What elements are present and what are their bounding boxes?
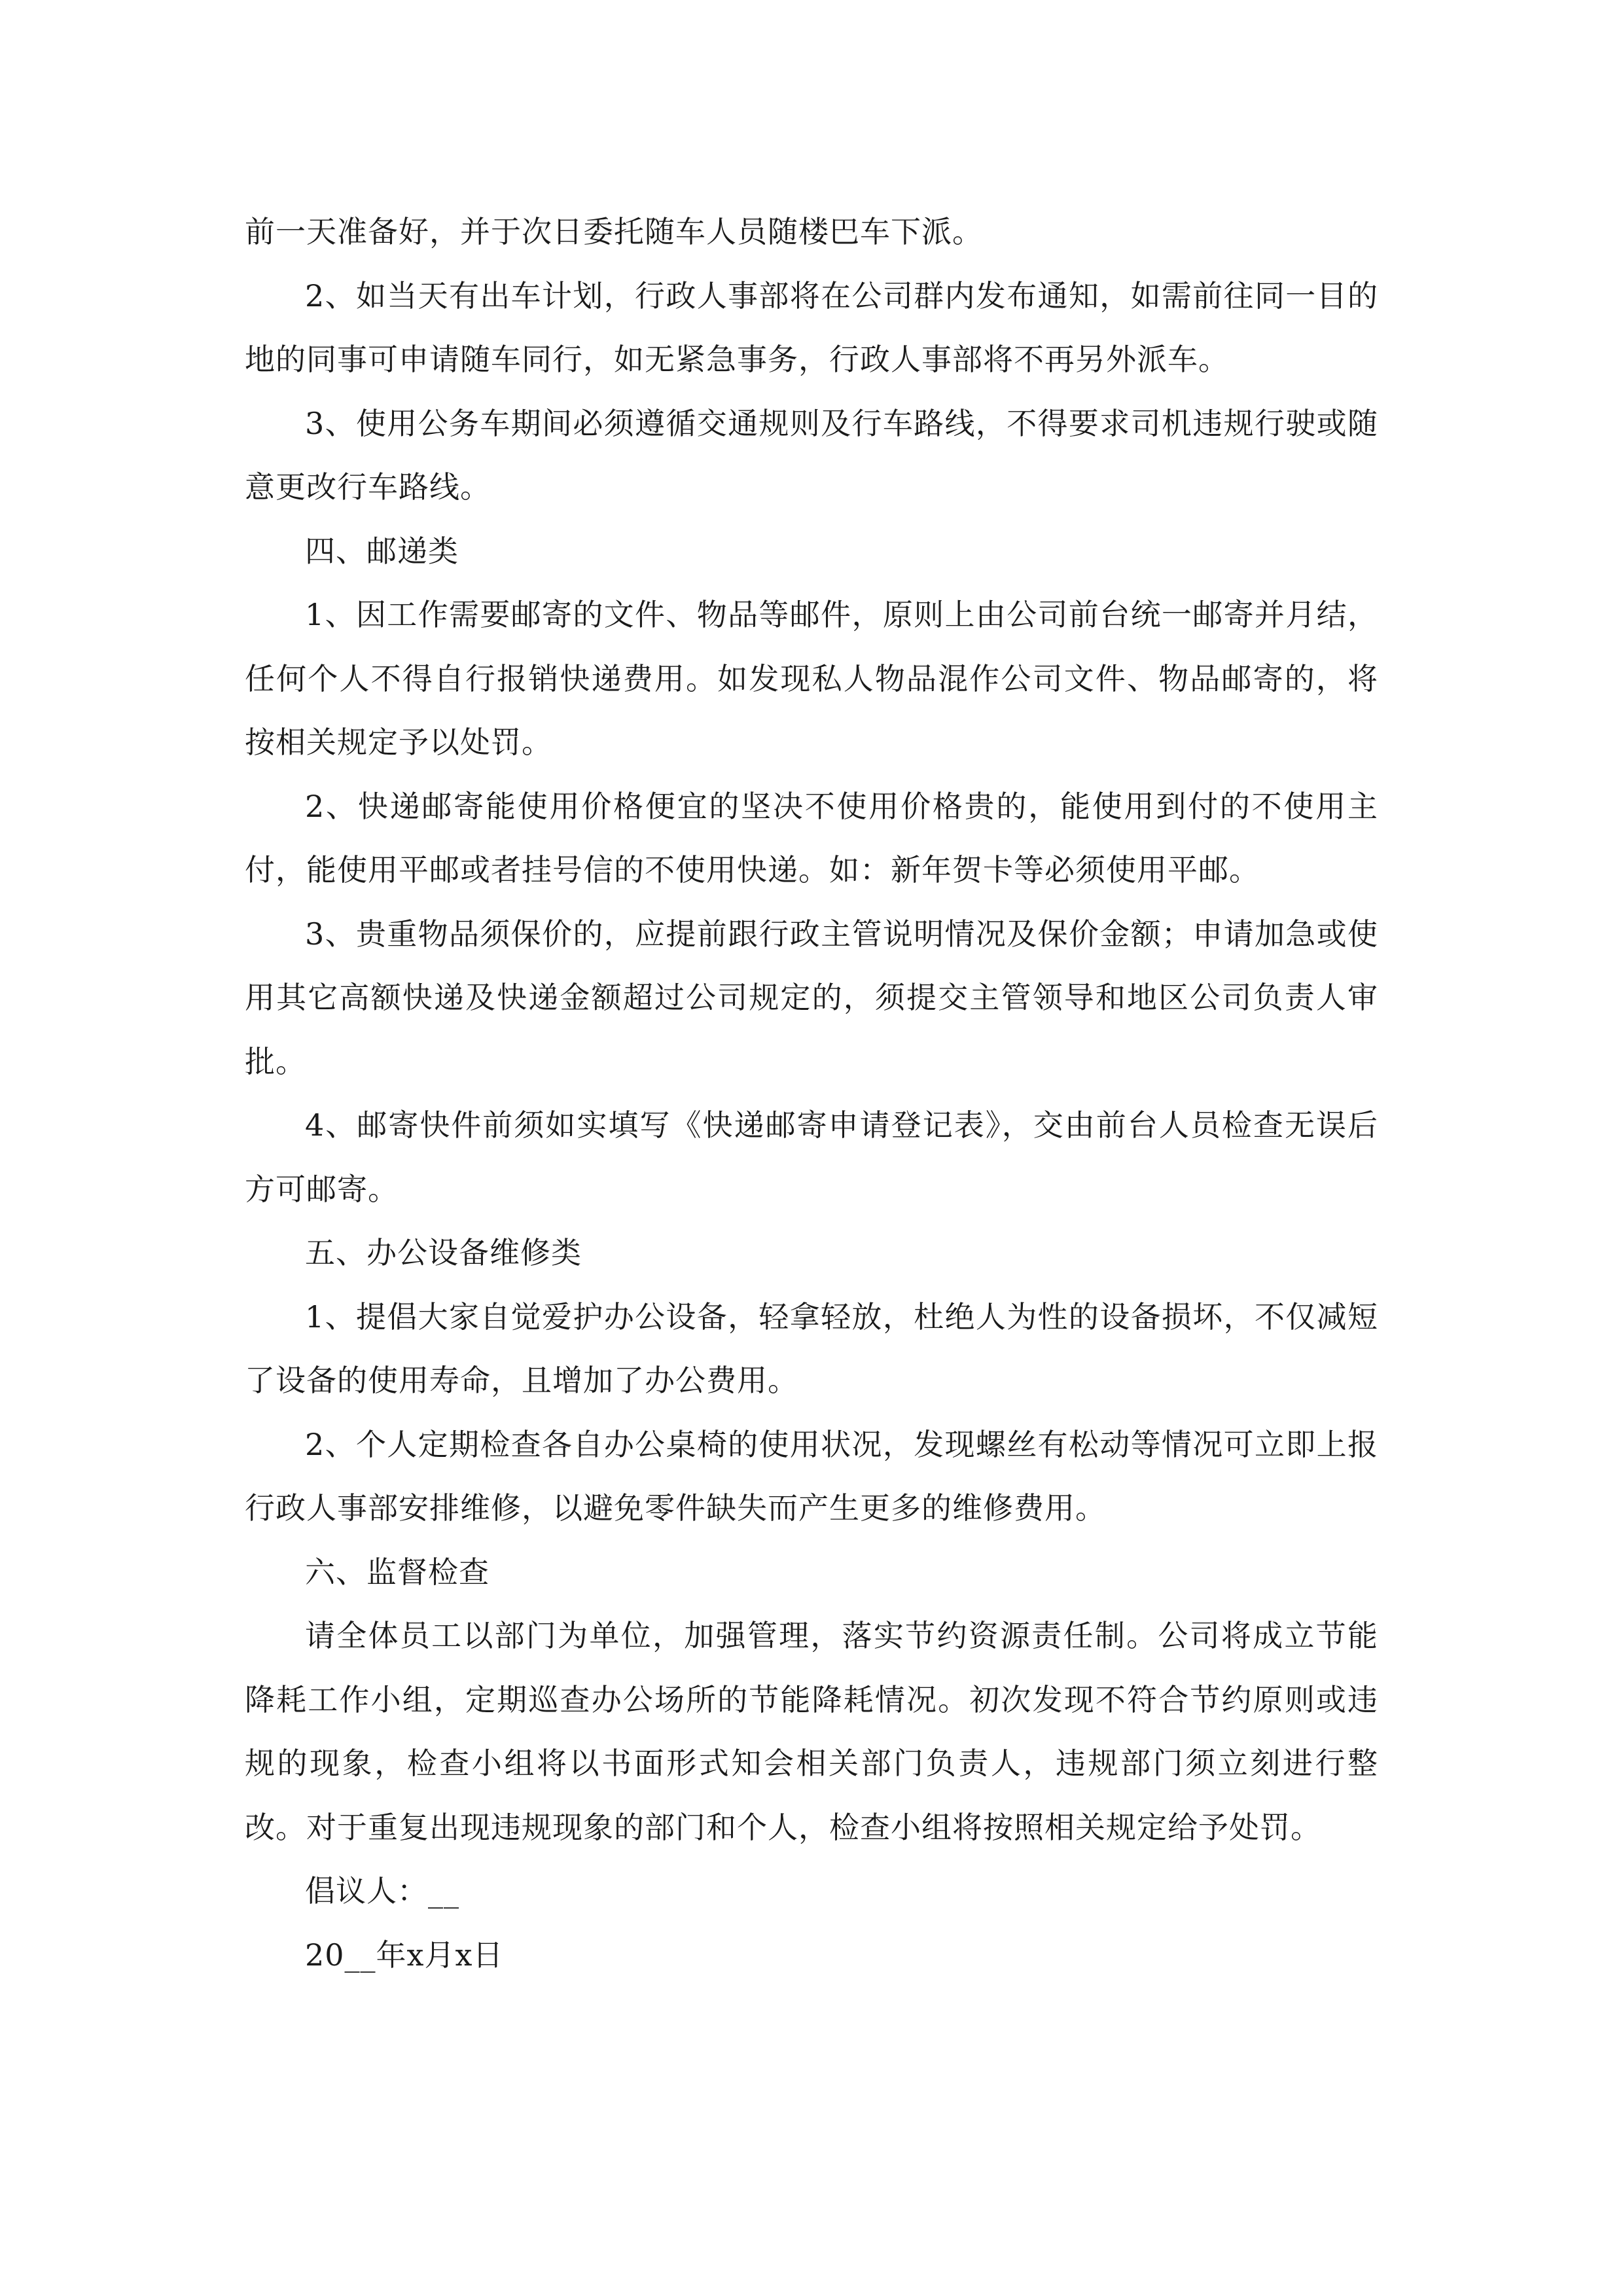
section-heading-postal: 四、邮递类 bbox=[305, 533, 459, 569]
signature-initiator: 倡议人：__ bbox=[305, 1873, 459, 1909]
paragraph-continuation: 前一天准备好，并于次日委托随车人员随楼巴车下派。 bbox=[245, 214, 983, 249]
paragraph-postal-4: 4、邮寄快件前须如实填写《快递邮寄申请登记表》，交由前台人员检查无误后方可邮寄。 bbox=[245, 1107, 1378, 1207]
paragraph-postal-2: 2、快递邮寄能使用价格便宜的坚决不使用价格贵的，能使用到付的不使用主付，能使用平邮或者挂号信的不使用快递。如：新年贺卡等必须使用平邮。 bbox=[245, 788, 1378, 888]
document-body bbox=[245, 200, 1378, 1987]
paragraph-vehicle-2: 2、如当天有出车计划，行政人事部将在公司群内发布通知，如需前往同一目的地的同事可申请随车同行，如无紧急事务，行政人事部将不再另外派车。 bbox=[245, 278, 1378, 377]
paragraph-equipment-1: 1、提倡大家自觉爱护办公设备，轻拿轻放，杜绝人为性的设备损坏，不仅减短了设备的使用寿命，且增加了办公费用。 bbox=[245, 1299, 1378, 1398]
paragraph-equipment-2: 2、个人定期检查各自办公桌椅的使用状况，发现螺丝有松动等情况可立即上报行政人事部安排维修，以避免零件缺失而产生更多的维修费用。 bbox=[245, 1426, 1378, 1526]
paragraph-postal-3: 3、贵重物品须保价的，应提前跟行政主管说明情况及保价金额；申请加急或使用其它高额快递及快递金额超过公司规定的，须提交主管领导和地区公司负责人审批。 bbox=[245, 916, 1378, 1079]
paragraph-postal-1: 1、因工作需要邮寄的文件、物品等邮件，原则上由公司前台统一邮寄并月结，任何个人不得自行报销快递费用。如发现私人物品混作公司文件、物品邮寄的，将按相关规定予以处罚。 bbox=[245, 597, 1378, 760]
section-heading-equipment: 五、办公设备维修类 bbox=[305, 1235, 582, 1270]
paragraph-supervision: 请全体员工以部门为单位，加强管理，落实节约资源责任制。公司将成立节能降耗工作小组，定期巡查办公场所的节能降耗情况。初次发现不符合节约原则或违规的现象，检查小组将以书面形式知会相关部门负责人，违规部门须立刻进行整改。对于重复出现违规现象的部门和个人，检查小组将按照相关规定给予处罚。 bbox=[245, 1618, 1378, 1845]
section-heading-supervision: 六、监督检查 bbox=[305, 1554, 490, 1590]
signature-date: 20__年x月x日 bbox=[305, 1937, 504, 1973]
paragraph-vehicle-3: 3、使用公务车期间必须遵循交通规则及行车路线，不得要求司机违规行驶或随意更改行车路线。 bbox=[245, 405, 1378, 505]
